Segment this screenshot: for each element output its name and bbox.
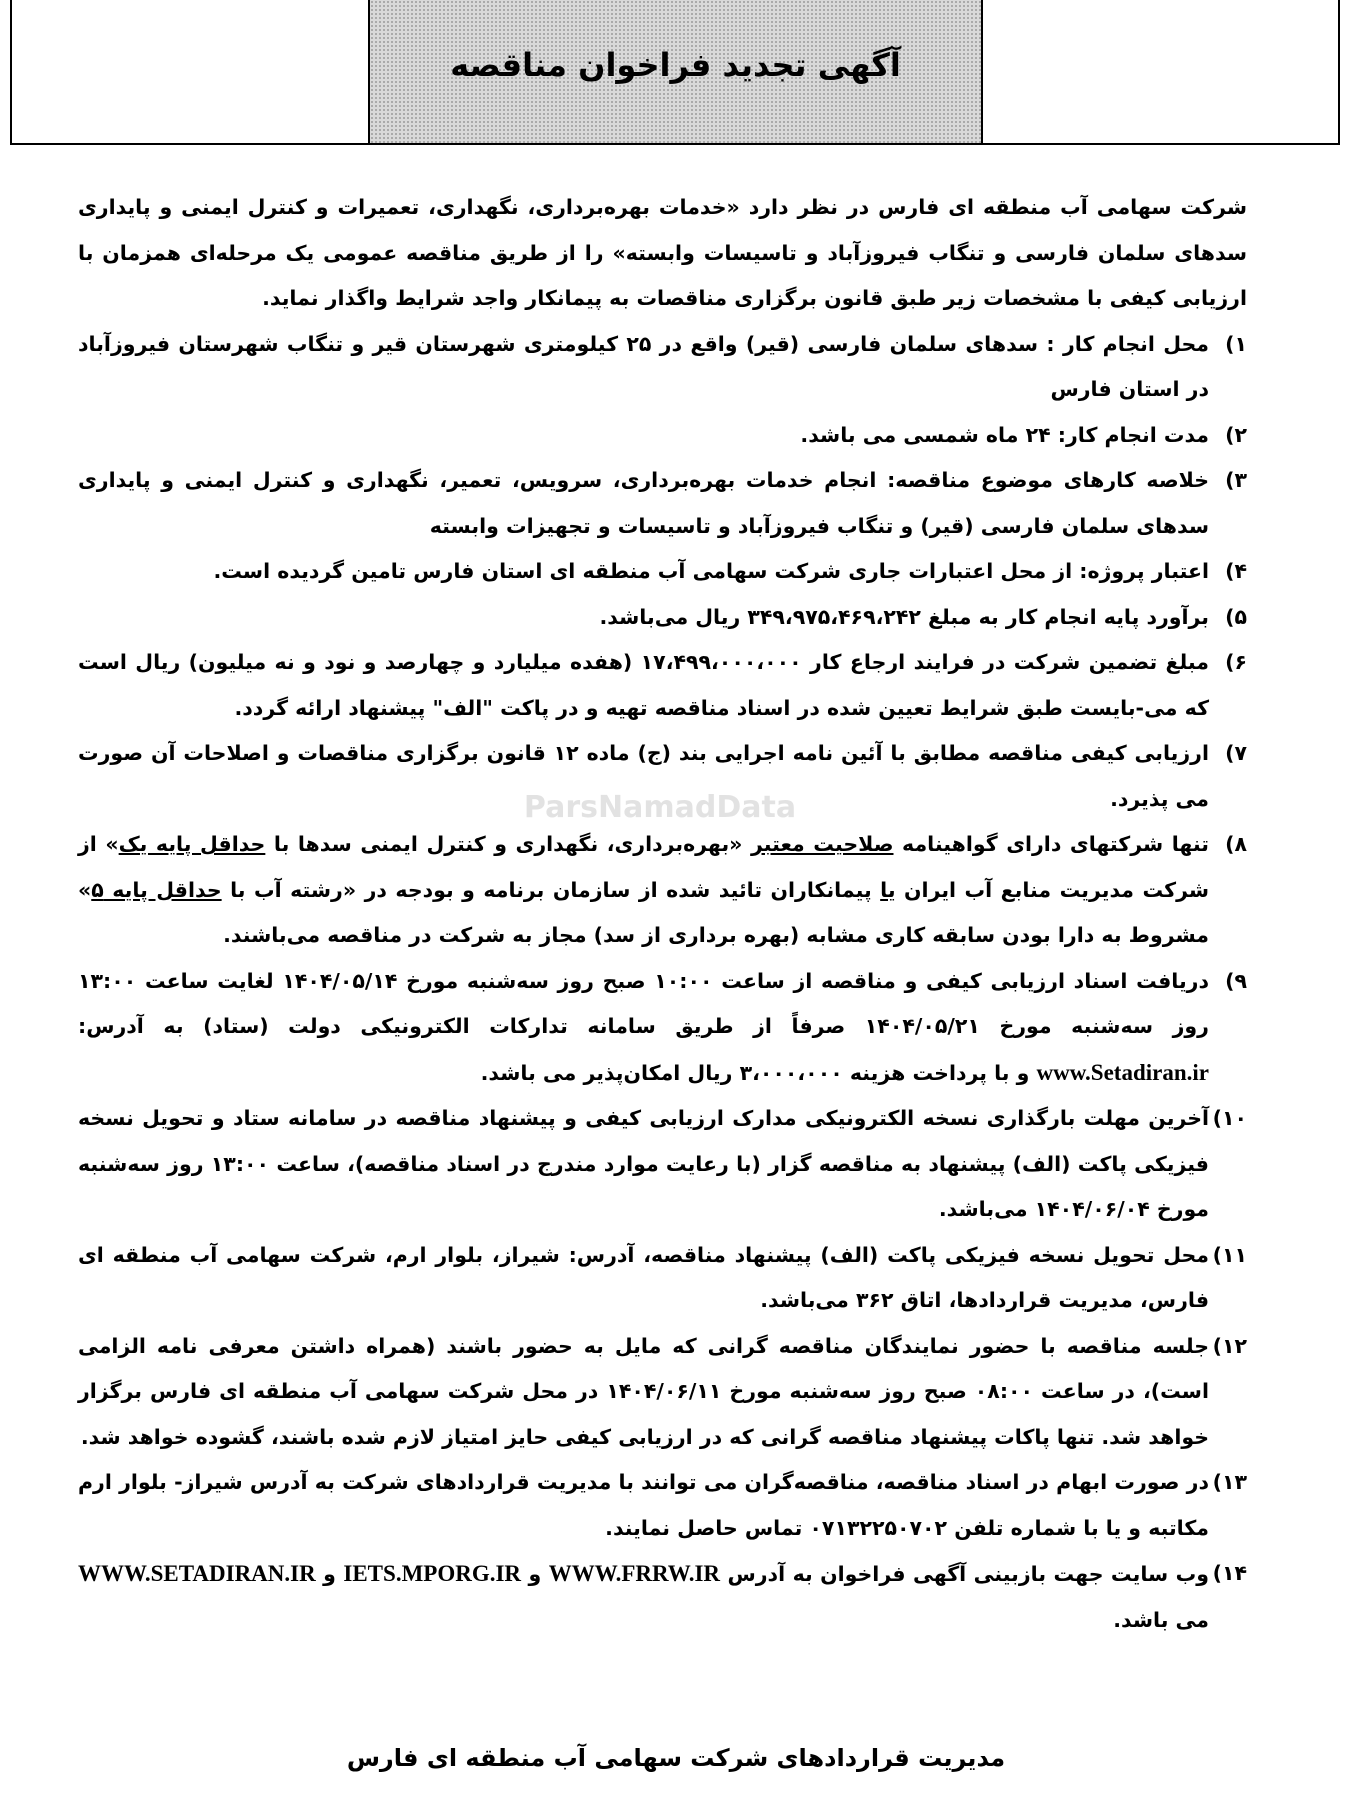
item-text: » مشروط به دارا بودن سابقه کاری مشابه (بهره برداری از سد) مجاز به شرکت در مناقصه می‌باشند. (78, 877, 1209, 947)
underlined-text: صلاحیت معتبر (750, 832, 894, 856)
intro-text-start: شرکت سهامی آب منطقه ای فارس در نظر دارد « (726, 195, 1247, 219)
list-item (78, 322, 1247, 413)
item-text: خلاصه کارهای موضوع مناقصه: انجام خدمات بهره‌برداری، سرویس، تعمیر، نگهداری و کنترل ایمنی و پایداری سدهای سلمان فارسی (قیر) و تنگاب فیروزآباد و تاسیسات و تجهیزات وابسته (78, 468, 1209, 538)
iets-link[interactable]: IETS.MPORG.IR (343, 1561, 522, 1586)
tender-subject: خدمات بهره‌برداری، نگهداری، تعمیرات و کنترل ایمنی و پایداری سدهای سلمان فارسی و تنگاب فیروزآباد و تاسیسات وابسته (78, 195, 1247, 265)
item-number: ۱۱) (1212, 1242, 1247, 1267)
item-number: ۵) (1225, 604, 1247, 629)
list-item (78, 959, 1247, 1097)
intro-text-end: » را از طریق مناقصه عمومی یک مرحله‌ای همزمان با ارزیابی کیفی با مشخصات زیر طبق قانون برگزاری مناقصات به پیمانکار واجد شرایط واگذار نماید. (78, 240, 1247, 310)
conditions-list (78, 322, 1247, 1644)
list-item (78, 1233, 1247, 1324)
setadiran-link[interactable]: www.Setadiran.ir (1036, 1059, 1209, 1085)
item-text: و با پرداخت هزینه ۳،۰۰۰،۰۰۰ ریال امکان‌پذیر می باشد. (480, 1060, 1037, 1085)
underlined-text: حداقل پایه ۵ (91, 877, 222, 902)
watermark-brand: ParsNamadData (523, 790, 797, 825)
item-text: برآورد پایه انجام کار به مبلغ ۳۴۹،۹۷۵،۴۶۹،۲۴۲ ریال می‌باشد. (599, 604, 1209, 629)
item-text: تنها شرکتهای دارای گواهینامه (893, 832, 1209, 856)
item-number: ۲) (1225, 422, 1247, 447)
item-number: ۸) (1225, 832, 1247, 856)
item-text: می باشد. (1113, 1607, 1209, 1632)
item-text: دریافت اسناد ارزیابی کیفی و مناقصه از ساعت ۱۰:۰۰ صبح روز سه‌شنبه مورخ ۱۴۰۴/۰۵/۱۴ لغایت ساعت ۱۳:۰۰ روز سه‌شنبه مورخ ۱۴۰۴/۰۵/۲۱ صرفاً از طریق سامانه تدارکات الکترونیکی دولت (ستاد) به آدرس: (78, 968, 1210, 1038)
list-item (78, 1551, 1247, 1643)
page-title: آگهی تجدید فراخوان مناقصه (450, 46, 901, 84)
item-text: ارزیابی کیفی مناقصه مطابق با آئین نامه اجرایی بند (ج) ماده ۱۲ قانون برگزاری مناقصات و اصلاحات آن صورت می پذیرد. (78, 741, 1209, 811)
list-item (78, 458, 1247, 549)
list-item (78, 1096, 1247, 1233)
item-number: ۱) (1225, 331, 1247, 356)
item-text: پیمانکاران تائید شده از سازمان برنامه و بودجه در «رشته آب با (221, 877, 881, 902)
item-text: و (315, 1562, 344, 1586)
item-text: آخرین مهلت بارگذاری نسخه الکترونیکی مدارک ارزیابی کیفی و پیشنهاد مناقصه در سامانه ستاد و تحویل نسخه فیزیکی پاکت (الف) پیشنهاد به مناقصه گزار (با رعایت موارد مندرج در اسناد مناقصه)، ساعت ۱۳:۰۰ روز سه‌شنبه مورخ ۱۴۰۴/۰۶/۰۴ می‌باشد. (78, 1106, 1209, 1221)
item-number: ۶) (1225, 650, 1247, 674)
item-number: ۳) (1225, 468, 1247, 492)
item-text: و (521, 1562, 549, 1586)
item-text: مدت انجام کار: ۲۴ ماه شمسی می باشد. (800, 422, 1209, 447)
announcement-body (78, 185, 1247, 1643)
list-item (78, 1324, 1247, 1461)
list-item (78, 595, 1247, 641)
list-item (78, 640, 1247, 731)
header-title-cell (368, 0, 983, 143)
item-number: ۱۲) (1212, 1333, 1247, 1358)
list-item (78, 1460, 1247, 1551)
header-box (10, 0, 1340, 145)
list-item (78, 731, 1247, 822)
list-item (78, 413, 1247, 459)
item-text: «بهره‌برداری، نگهداری و کنترل ایمنی سدها با (265, 832, 751, 856)
frrw-link[interactable]: WWW.FRRW.IR (548, 1561, 721, 1586)
list-item (78, 822, 1247, 959)
item-number: ۴) (1225, 559, 1247, 583)
item-text: اعتبار پروژه: از محل اعتبارات جاری شرکت سهامی آب منطقه ای استان فارس تامین گردیده است. (213, 559, 1209, 583)
underlined-text: حداقل پایه یک (118, 832, 266, 856)
item-text: محل انجام کار : سدهای سلمان فارسی (قیر) واقع در ۲۵ کیلومتری شهرستان قیر و تنگاب شهرستان فیروزآباد در استان فارس (78, 331, 1209, 401)
item-number: ۷) (1225, 741, 1247, 765)
setadiran-site-link[interactable]: WWW.SETADIRAN.IR (78, 1561, 316, 1586)
signature: مدیریت قراردادهای شرکت سهامی آب منطقه ای فارس (346, 1744, 1006, 1772)
item-number: ۹) (1225, 968, 1247, 993)
item-text: جلسه مناقصه با حضور نمایندگان مناقصه گرانی که مایل به حضور باشند (همراه داشتن معرفی نامه الزامی است)، در ساعت ۰۸:۰۰ صبح روز سه‌شنبه مورخ ۱۴۰۴/۰۶/۱۱ در محل شرکت سهامی آب منطقه ای فارس برگزار خواهد شد. تنها پاکات پیشنهاد مناقصه گرانی که در ارزیابی کیفی حایز امتیاز لازم شده باشند، گشوده خواهد شد. (78, 1333, 1209, 1449)
underlined-text: یا (880, 877, 896, 902)
intro-paragraph (78, 185, 1247, 322)
item-number: ۱۰) (1212, 1106, 1247, 1130)
item-text: در صورت ابهام در اسناد مناقصه، مناقصه‌گران می توانند با مدیریت قراردادهای شرکت به آدرس شیراز- بلوار ارم مکاتبه و یا با شماره تلفن ۰۷۱۳۲۲۵۰۷۰۲ تماس حاصل نمایند. (78, 1470, 1209, 1540)
item-text: محل تحویل نسخه فیزیکی پاکت (الف) پیشنهاد مناقصه، آدرس: شیراز، بلوار ارم، شرکت سهامی آب منطقه ای فارس، مدیریت قراردادها، اتاق ۳۶۲ می‌باشد. (78, 1242, 1209, 1312)
list-item (78, 549, 1247, 595)
item-number: ۱۳) (1212, 1470, 1247, 1494)
item-number: ۱۴) (1212, 1561, 1247, 1585)
item-text: » از شرکت مدیریت منابع آب ایران (78, 832, 1209, 902)
item-text: مبلغ تضمین شرکت در فرایند ارجاع کار ۱۷،۴۹۹،۰۰۰،۰۰۰ (هفده میلیارد و چهارصد و نود و نه میلیون) ریال است که می-بایست طبق شرایط تعیین شده در اسناد مناقصه تهیه و در پاکت "الف" پیشنهاد ارائه گردد. (78, 650, 1209, 720)
item-text: وب سایت جهت بازبینی آگهی فراخوان به آدرس (720, 1562, 1209, 1586)
